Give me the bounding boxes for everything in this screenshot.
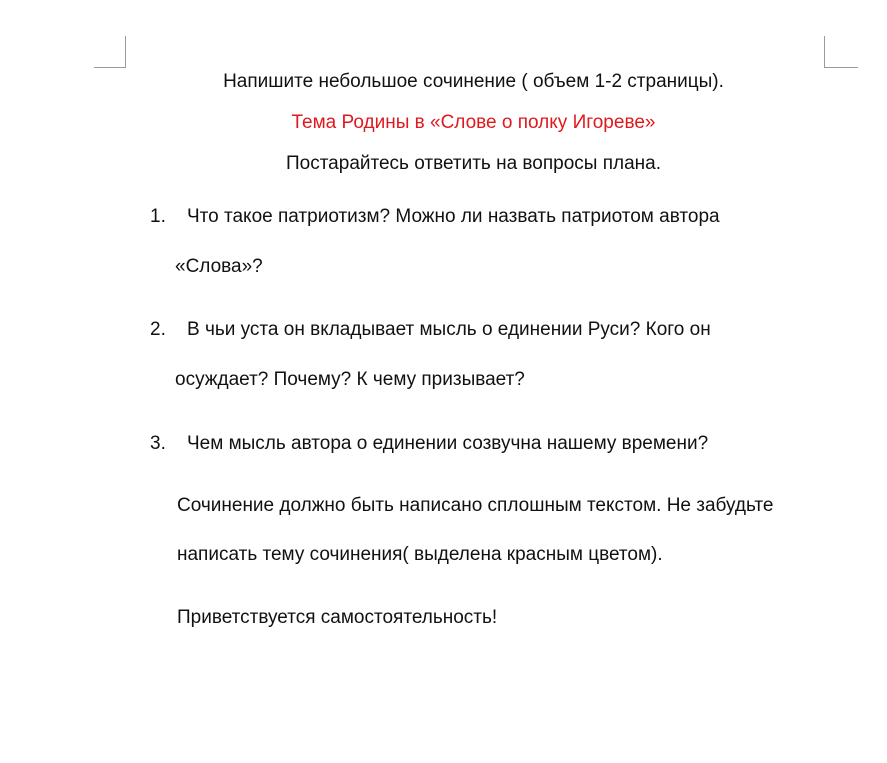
question-1-line-1: Что такое патриотизм? Можно ли назвать патриотом автора: [187, 206, 720, 227]
top-right-margin-mark: [824, 36, 858, 68]
note-line-2: написать тему сочинения( выделена красным цветом).: [177, 544, 663, 565]
question-2-number: 2.: [150, 319, 166, 340]
question-1-line-2: «Слова»?: [175, 256, 263, 277]
top-left-margin-mark: [94, 36, 126, 68]
question-3-line-1: Чем мысль автора о единении созвучна нашему времени?: [187, 433, 709, 454]
instruction-text: Постарайтесь ответить на вопросы плана.: [285, 153, 662, 174]
question-1-number: 1.: [150, 206, 166, 227]
assignment-heading: Напишите небольшое сочинение ( объем 1-2 страницы).: [223, 71, 724, 92]
question-3-number: 3.: [150, 433, 166, 454]
note-line-1: Сочинение должно быть написано сплошным текстом. Не забудьте: [177, 495, 774, 516]
question-2-line-2: осуждает? Почему? К чему призывает?: [175, 369, 525, 390]
essay-topic: Тема Родины в «Слове о полку Игореве»: [291, 112, 656, 133]
question-2-line-1: В чьи уста он вкладывает мысль о единении Руси? Кого он: [187, 319, 711, 340]
closing-line: Приветствуется самостоятельность!: [177, 607, 498, 628]
